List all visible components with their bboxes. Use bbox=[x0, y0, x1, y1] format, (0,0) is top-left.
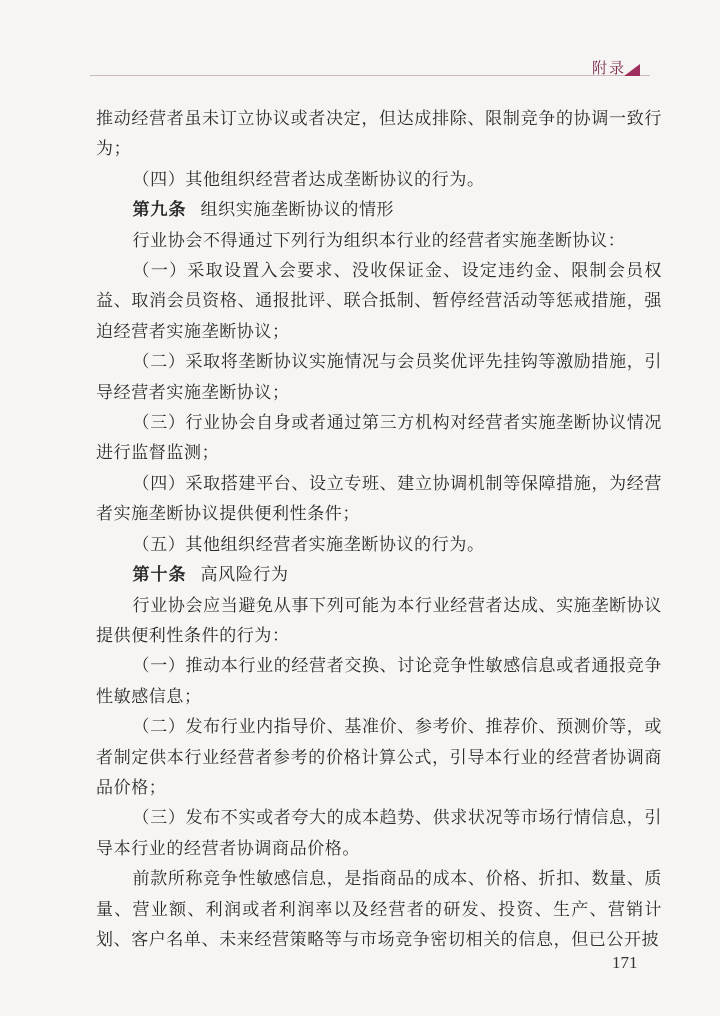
body-paragraph: 行业协会应当避免从事下列可能为本行业经营者达成、实施垄断协议提供便利性条件的行为： bbox=[96, 595, 662, 646]
page-header bbox=[0, 0, 720, 90]
body-paragraph: 推动经营者虽未订立协议或者决定，但达成排除、限制竞争的协调一致行为； bbox=[96, 109, 662, 160]
page-number: 171 bbox=[612, 953, 638, 972]
page-body bbox=[96, 104, 662, 955]
body-paragraph: （四）采取搭建平台、设立专班、建立协调机制等保障措施，为经营者实施垄断协议提供便利性条件； bbox=[96, 473, 662, 525]
article-title: 高风险行为 bbox=[200, 565, 289, 586]
header-corner-mark bbox=[624, 64, 640, 76]
body-paragraph: （一）推动本行业的经营者交换、讨论竞争性敏感信息或者通报竞争性敏感信息； bbox=[96, 656, 662, 707]
body-paragraph: 前款所称竞争性敏感信息，是指商品的成本、价格、折扣、数量、质量、营业额、利润或者利润率以及经营者的研发、投资、生产、营销计划、客户名单、未来经营策略等与市场竞争密切相关的信息，但已公开披 bbox=[96, 869, 662, 950]
body-paragraph: 行业协会不得通过下列行为组织本行业的经营者实施垄断协议： bbox=[132, 230, 626, 251]
body-paragraph: （一）采取设置入会要求、没收保证金、设定违约金、限制会员权益、取消会员资格、通报批评、联合抵制、暂停经营活动等惩戒措施，强迫经营者实施垄断协议； bbox=[96, 261, 662, 342]
article-number: 第九条 bbox=[132, 200, 187, 221]
article-heading bbox=[96, 195, 662, 225]
body-paragraph: （三）发布不实或者夸大的成本趋势、供求状况等市场行情信息，引导本行业的经营者协调商品价格。 bbox=[96, 808, 662, 859]
body-paragraph: （五）其他组织经营者实施垄断协议的行为。 bbox=[132, 534, 485, 555]
article-number: 第十条 bbox=[132, 565, 187, 586]
section-label: 附录 bbox=[592, 59, 627, 77]
body-paragraph: （二）发布行业内指导价、基准价、参考价、推荐价、预测价等，或者制定供本行业经营者参考的价格计算公式，引导本行业的经营者协调商品价格； bbox=[96, 717, 662, 798]
header-rule bbox=[90, 75, 650, 76]
body-paragraph: （四）其他组织经营者达成垄断协议的行为。 bbox=[132, 169, 485, 190]
article-title: 组织实施垄断协议的情形 bbox=[200, 200, 395, 221]
article-heading bbox=[96, 560, 662, 590]
body-paragraph: （三）行业协会自身或者通过第三方机构对经营者实施垄断协议情况进行监督监测； bbox=[96, 413, 662, 464]
body-paragraph: （二）采取将垄断协议实施情况与会员奖优评先挂钩等激励措施，引导经营者实施垄断协议； bbox=[96, 352, 662, 403]
